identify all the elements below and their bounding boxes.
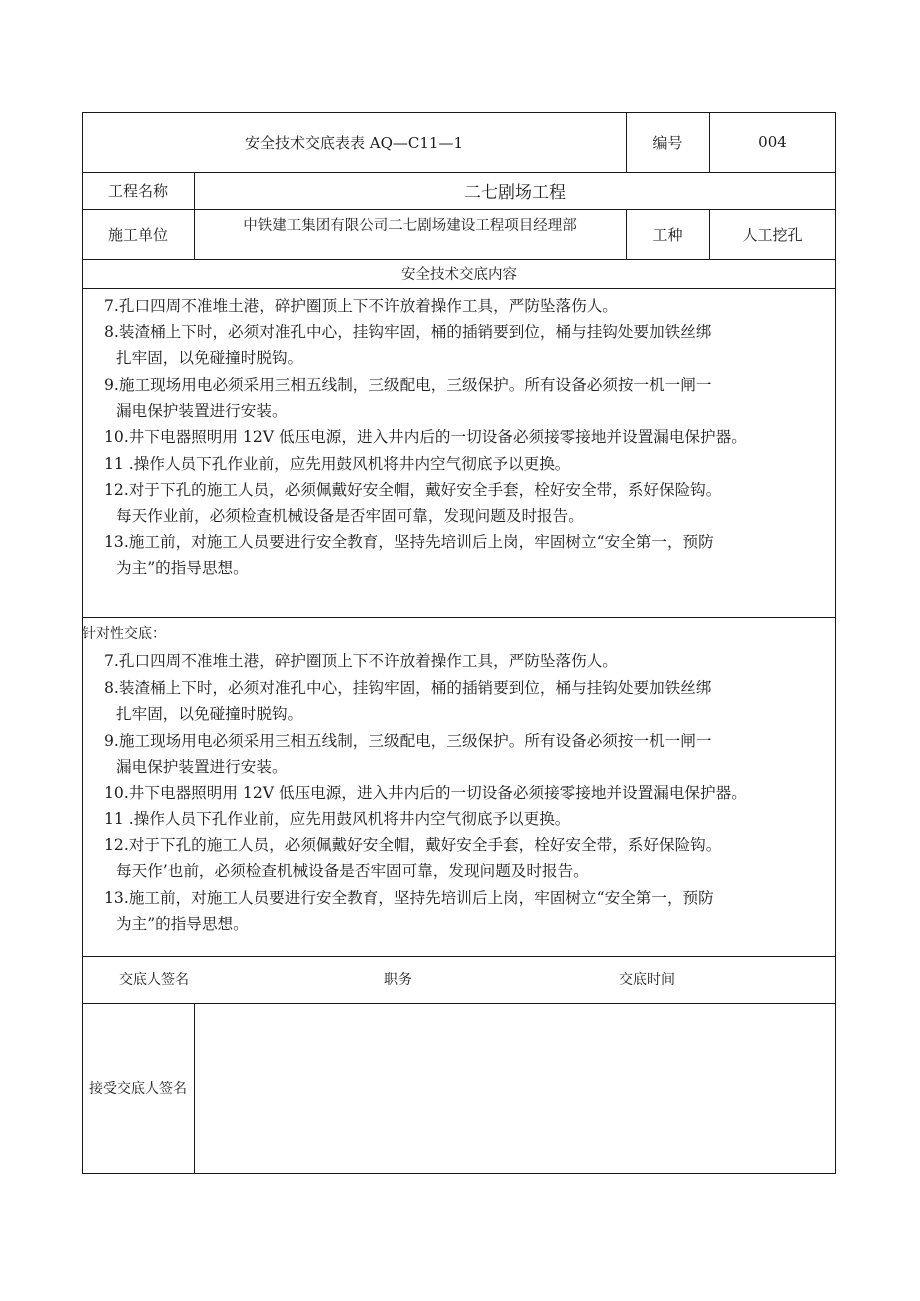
targeted-line: 8.装渣桶上下时，必须对准孔中心，挂钩牢固，桶的插销要到位，桶与挂钩处要加铁丝绑 (104, 679, 712, 697)
number-label: 编号 (652, 133, 683, 152)
content-line: 7.孔口四周不准堆土港，碎护圈顶上下不许放着操作工具，严防坠落伤人。 (104, 297, 618, 315)
content-line: 12.对于下孔的施工人员，必须佩戴好安全帽，戴好安全手套，栓好安全带，系好保险钩。 (104, 481, 722, 499)
project-name: 二七剧场工程 (464, 183, 566, 203)
briefing-time-label: 交底时间 (619, 972, 675, 988)
receiver-signature-field[interactable] (195, 1004, 835, 1173)
safety-briefing-form (82, 112, 836, 1174)
targeted-line: 每天作’也前，必须检查机械设备是否牢固可靠，发现问题及时报告。 (116, 862, 589, 880)
project-label: 工程名称 (107, 182, 168, 200)
unit-label: 施工单位 (107, 225, 168, 244)
targeted-line: 7.孔口四周不准堆土港，碎护圈顶上下不许放着操作工具，严防坠落伤人。 (104, 652, 618, 670)
content-line: 为主”的指导思想。 (116, 559, 249, 577)
content-line: 10.井下电器照明用 12V 低压电源，进入井内后的一切设备必须接零接地并设置漏电保护器。 (104, 428, 747, 446)
position-label: 职务 (384, 972, 412, 988)
targeted-line: 9.施工现场用电必须采用三相五线制，三级配电，三级保护。所有设备必须按一机一闸一 (104, 732, 712, 750)
number-value: 004 (758, 133, 787, 151)
content-line: 11 .操作人员下孔作业前，应先用鼓风机将井内空气彻底予以更换。 (104, 455, 571, 473)
unit-name: 中铁建工集团有限公司二七剧场建设工程项目经理部 (243, 217, 577, 234)
targeted-line: 13.施工前，对施工人员要进行安全教育，坚持先培训后上岗，牢固树立“安全第一，预防 (104, 889, 714, 907)
rule-5 (82, 617, 836, 618)
content-heading: 安全技术交底内容 (401, 267, 517, 283)
giver-signature-label: 交底人签名 (119, 972, 189, 988)
rule-4 (82, 288, 836, 289)
content-line: 8.装渣桶上下时，必须对准孔中心，挂钩牢固，桶的插销要到位，桶与挂钩处要加铁丝绑 (104, 323, 712, 341)
content-line: 漏电保护装置进行安装。 (116, 402, 288, 420)
targeted-line: 扎牢固，以免碰撞时脱钩。 (116, 705, 304, 723)
targeted-line: 为主”的指导思想。 (116, 915, 249, 933)
trade-label: 工种 (652, 225, 683, 244)
targeted-heading: 针对性交底： (82, 626, 166, 642)
targeted-line: 漏电保护装置进行安装。 (116, 758, 288, 776)
rule-bottom (82, 1173, 836, 1174)
targeted-line: 12.对于下孔的施工人员，必须佩戴好安全帽，戴好安全手套，栓好安全带，系好保险钩。 (104, 836, 722, 854)
targeted-line: 11 .操作人员下孔作业前，应先用鼓风机将井内空气彻底予以更换。 (104, 810, 571, 828)
rule-6 (82, 956, 836, 957)
form-title: 安全技术交底表表 AQ—C11—1 (244, 133, 463, 152)
targeted-line: 10.井下电器照明用 12V 低压电源，进入井内后的一切设备必须接零接地并设置漏电保护器。 (104, 784, 747, 802)
trade-value: 人工挖孔 (742, 225, 803, 244)
content-line: 每天作业前，必须检查机械设备是否牢固可靠，发现问题及时报告。 (116, 507, 584, 525)
content-line: 13.施工前，对施工人员要进行安全教育，坚持先培训后上岗，牢固树立“安全第一，预防 (104, 533, 714, 551)
receiver-signature-label: 接受交底人签名 (89, 1081, 187, 1097)
content-line: 扎牢固，以免碰撞时脱钩。 (116, 349, 304, 367)
content-line: 9.施工现场用电必须采用三相五线制，三级配电，三级保护。所有设备必须按一机一闸一 (104, 376, 712, 394)
